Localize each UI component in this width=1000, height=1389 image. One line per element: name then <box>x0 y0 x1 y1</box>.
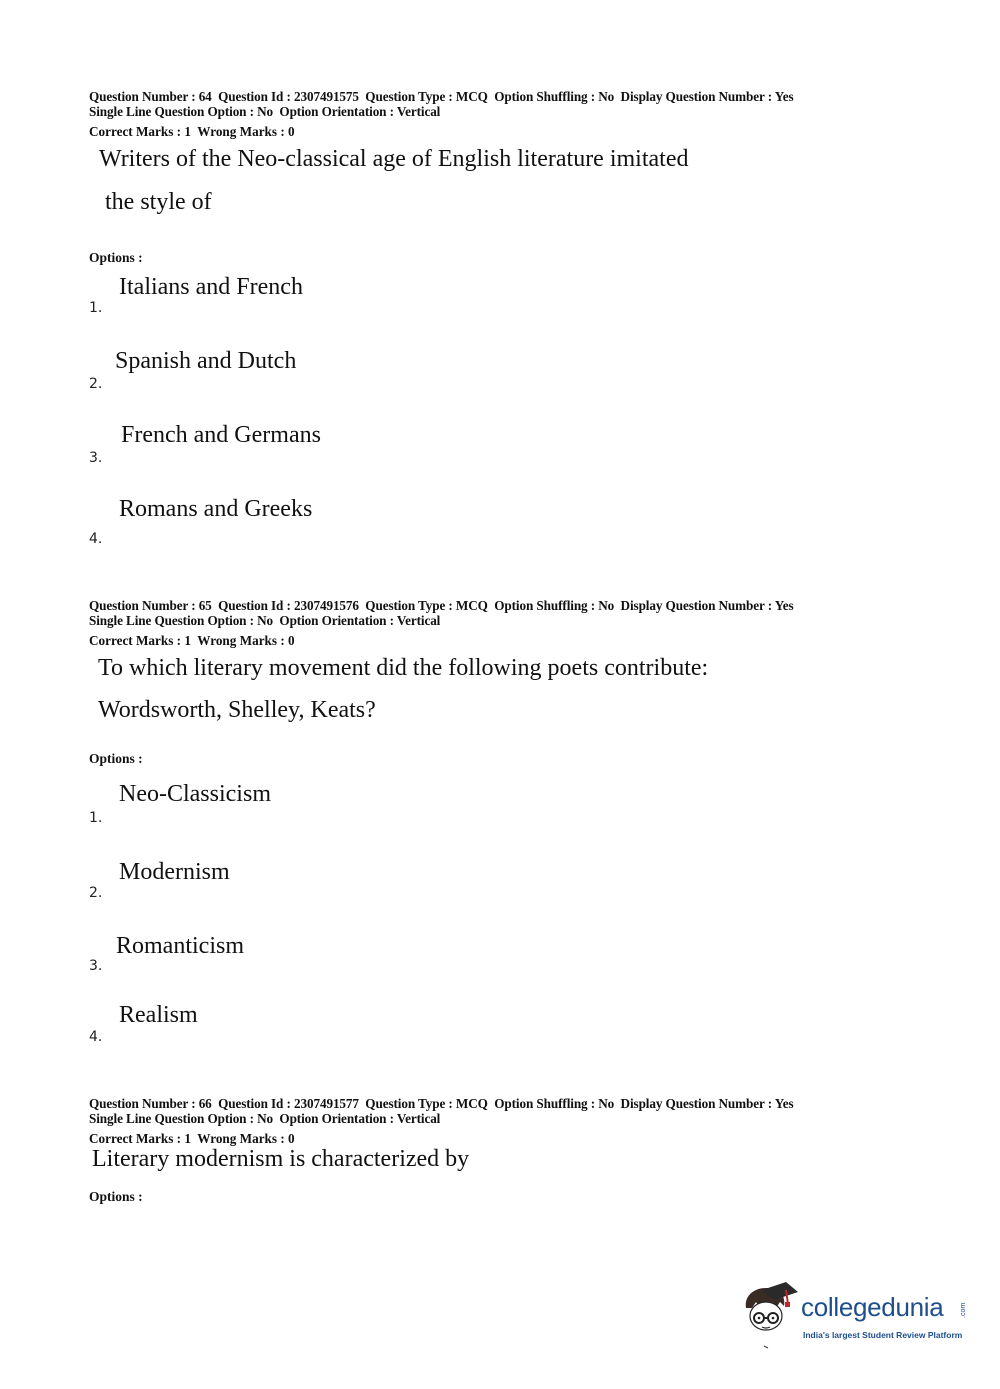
option-number: 2. <box>89 885 103 901</box>
question-65 <box>89 598 909 648</box>
option-text: Romans and Greeks <box>119 496 313 522</box>
option-text: Romanticism <box>116 933 244 959</box>
option-number: 4. <box>89 531 103 547</box>
question-marks: Correct Marks : 1 Wrong Marks : 0 <box>89 124 295 139</box>
option-number: 4. <box>89 1029 103 1045</box>
option-item[interactable] <box>89 1002 689 1052</box>
question-meta-line2: Single Line Question Option : No Option Orientation : Vertical <box>89 613 441 628</box>
question-text-line: Literary modernism is characterized by <box>92 1146 470 1172</box>
question-text-line: Wordsworth, Shelley, Keats? <box>98 697 376 723</box>
question-meta-line2: Single Line Question Option : No Option Orientation : Vertical <box>89 104 441 119</box>
option-number: 1. <box>89 810 103 826</box>
option-number: 3. <box>89 958 103 974</box>
question-meta-line1: Question Number : 66 Question Id : 2307491577 Question Type : MCQ Option Shuffling : No Display Question Number : Yes <box>89 1096 794 1111</box>
question-marks: Correct Marks : 1 Wrong Marks : 0 <box>89 1131 295 1146</box>
logo-wordmark: collegedunia <box>801 1292 944 1322</box>
option-item[interactable] <box>89 496 689 550</box>
options-label: Options : <box>89 751 143 766</box>
options-label: Options : <box>89 250 143 265</box>
option-text: Modernism <box>119 859 230 885</box>
question-meta-line1: Question Number : 65 Question Id : 2307491576 Question Type : MCQ Option Shuffling : No Display Question Number : Yes <box>89 598 794 613</box>
option-number: 3. <box>89 450 103 466</box>
option-text: Spanish and Dutch <box>115 348 297 374</box>
option-item[interactable] <box>89 781 689 831</box>
option-item[interactable] <box>89 933 689 983</box>
option-text: Neo-Classicism <box>119 781 271 807</box>
collegedunia-logo <box>742 1282 972 1352</box>
question-66 <box>89 1096 909 1146</box>
question-text-line: Writers of the Neo-classical age of English literature imitated <box>99 146 689 172</box>
option-number: 2. <box>89 376 103 392</box>
mascot-icon <box>742 1282 802 1352</box>
question-text-line: To which literary movement did the following poets contribute: <box>98 655 709 681</box>
question-text-line: the style of <box>105 189 212 215</box>
question-marks: Correct Marks : 1 Wrong Marks : 0 <box>89 633 295 648</box>
option-text: French and Germans <box>121 422 321 448</box>
option-item[interactable] <box>89 422 689 472</box>
option-item[interactable] <box>89 274 689 324</box>
logo-suffix: .com <box>960 1302 967 1318</box>
question-meta-line2: Single Line Question Option : No Option Orientation : Vertical <box>89 1111 441 1126</box>
question-text <box>92 1146 469 1173</box>
option-text: Realism <box>119 1002 198 1028</box>
question-64 <box>89 89 909 139</box>
option-text: Italians and French <box>119 274 303 300</box>
option-number: 1. <box>89 300 103 316</box>
logo-tagline: India's largest Student Review Platform <box>803 1330 963 1340</box>
question-meta-line1: Question Number : 64 Question Id : 2307491575 Question Type : MCQ Option Shuffling : No Display Question Number : Yes <box>89 89 794 104</box>
option-item[interactable] <box>89 348 689 398</box>
option-item[interactable] <box>89 859 689 909</box>
options-label: Options : <box>89 1189 143 1204</box>
